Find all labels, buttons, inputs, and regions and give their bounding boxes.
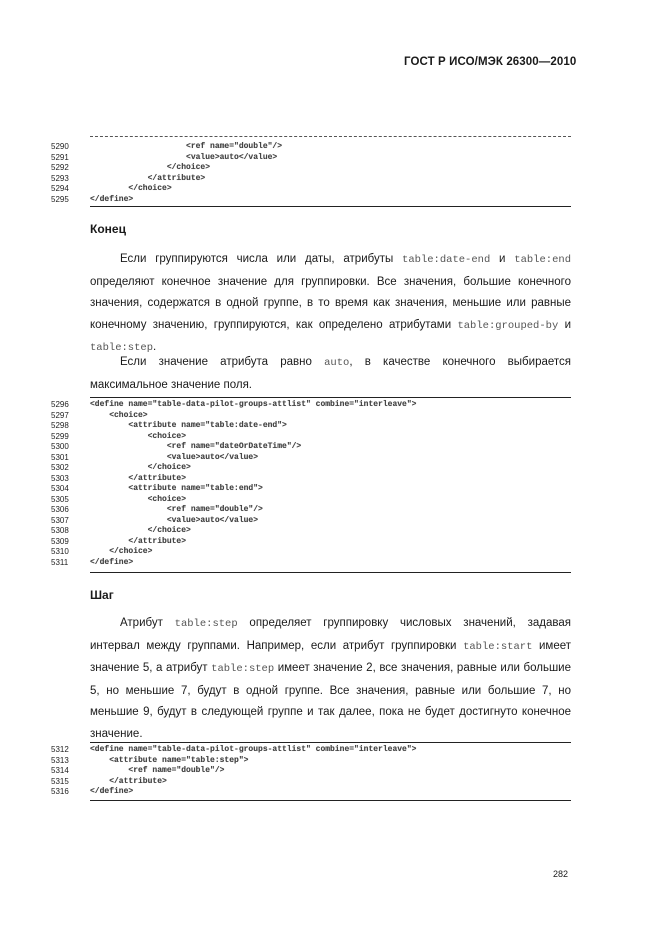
code-line: 5311 </define>: [51, 557, 134, 567]
code-line: 5292 </choice>: [51, 163, 211, 172]
code-line: 5297 <choice>: [51, 410, 148, 420]
code-line: 5294 </choice>: [51, 184, 172, 193]
section-heading-end: Конец: [90, 222, 126, 236]
code-line: 5304 <attribute name="table:end">: [51, 484, 263, 493]
code-line: 5290 <ref name="double"/>: [51, 142, 283, 151]
code-line: 5303 </attribute>: [51, 473, 187, 483]
code-line: 5316 </define>: [51, 787, 134, 796]
paragraph-end-2: Если значение атрибута равно auto, в качестве конечного выбирается максимальное значение поля.: [90, 356, 571, 391]
code-bottom-rule: [90, 800, 571, 801]
code-line: 5305 <choice>: [51, 494, 187, 504]
code-line: 5300 <ref name="dateOrDateTime"/>: [51, 442, 302, 451]
code-block-1: [0, 142, 600, 205]
code-top-rule: [90, 136, 571, 137]
code-line: 5309 </attribute>: [51, 536, 187, 546]
code-line: 5301 <value>auto</value>: [51, 452, 259, 462]
document-header: ГОСТ Р ИСО/МЭК 26300—2010: [404, 56, 577, 68]
section-heading-step: Шаг: [90, 588, 114, 602]
code-line: 5310 </choice>: [51, 547, 153, 556]
code-line: 5298 <attribute name="table:date-end">: [51, 421, 287, 430]
code-line: 5291 <value>auto</value>: [51, 152, 278, 162]
code-line: 5312 <define name="table-data-pilot-groups-attlist" combine="interleave">: [51, 745, 417, 754]
code-line: 5307 <value>auto</value>: [51, 515, 259, 525]
code-line: 5314 <ref name="double"/>: [51, 766, 225, 775]
code-line: 5299 <choice>: [51, 431, 187, 441]
code-line: 5313 <attribute name="table:step">: [51, 755, 249, 765]
code-line: 5315 </attribute>: [51, 776, 167, 786]
code-line: 5302 </choice>: [51, 463, 191, 472]
code-line: 5308 </choice>: [51, 526, 191, 535]
paragraph-step-1: Атрибут table:step определяет группировку числовых значений, задавая интервал между группами. Например, если атрибут группировки table:start имеет значение 5, а атрибут table:step имеет значение 2, все значения, равные или большие 5, но меньшие 7, будут в одной группе. Все значения, равные или большие 7, но меньшие 9, будут в следующей группе и так далее, пока не будет достигнуто конечное значение.: [90, 617, 572, 740]
code-top-rule: [90, 742, 571, 743]
code-bottom-rule: [90, 572, 571, 573]
code-line: 5296 <define name="table-data-pilot-groups-attlist" combine="interleave">: [51, 400, 417, 409]
code-block-3: [0, 745, 600, 798]
code-line: 5295 </define>: [51, 194, 134, 204]
page-number: 282: [553, 869, 569, 879]
code-block-2: [0, 400, 600, 568]
code-line: 5293 </attribute>: [51, 173, 206, 183]
paragraph-end-1: Если группируются числа или даты, атрибуты table:date-end и table:end определяют конечное значение для группировки. Все значения, большие конечного значения, содержатся в одной группе, в то время как значения, меньшие или равные конечному значению, группируются, как определено атрибутами table:grouped-by и table:step.: [90, 253, 571, 354]
code-line: 5306 <ref name="double"/>: [51, 505, 263, 514]
code-top-rule: [90, 397, 571, 398]
code-bottom-rule: [90, 206, 571, 207]
